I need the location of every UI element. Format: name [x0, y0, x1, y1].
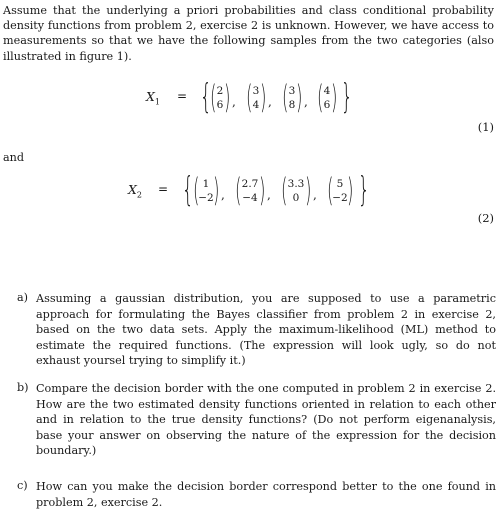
left-paren: ( [193, 171, 200, 209]
vector-2 [246, 78, 266, 116]
right-paren: ) [259, 78, 266, 116]
right-paren: ) [304, 171, 311, 209]
left-paren: ( [317, 78, 324, 116]
equation-number: (1) [477, 120, 494, 134]
vector-top: 3 [288, 85, 296, 97]
set-subscript: 2 [136, 190, 142, 200]
right-paren: ) [212, 171, 219, 209]
right-paren: ) [295, 78, 302, 116]
item-label: b) [17, 381, 29, 394]
right-brace: } [340, 77, 353, 117]
vector-top: 4 [323, 85, 331, 97]
equals-sign: = [158, 182, 169, 196]
item-label: a) [17, 291, 29, 304]
and-connector: and [3, 151, 25, 164]
comma: , [268, 95, 272, 109]
vector-1 [193, 171, 219, 209]
left-paren: ( [210, 78, 217, 116]
set-x1-symbol [146, 89, 160, 107]
vector-1 [210, 78, 230, 116]
set-x2-symbol [128, 182, 142, 200]
left-paren: ( [281, 171, 288, 209]
vector-top: 2 [216, 85, 224, 97]
equation-number: (2) [477, 211, 494, 225]
vector-bottom: 0 [292, 192, 300, 204]
equals-sign: = [177, 89, 188, 103]
vector-bottom: 6 [323, 99, 331, 111]
left-brace: { [199, 77, 212, 117]
vector-top: 1 [202, 178, 210, 190]
vector-top: 5 [336, 178, 344, 190]
comma: , [267, 188, 271, 202]
right-paren: ) [223, 78, 230, 116]
vector-2 [235, 171, 265, 209]
right-brace: } [357, 170, 370, 210]
left-paren: ( [282, 78, 289, 116]
comma: , [313, 188, 317, 202]
right-paren: ) [330, 78, 337, 116]
equation-1 [0, 77, 500, 134]
vector-bottom: 6 [216, 99, 224, 111]
vector-top: 3 [252, 85, 260, 97]
vector-3 [281, 171, 311, 209]
vector-bottom: −2 [198, 192, 214, 204]
set-symbol-letter: X [146, 89, 155, 104]
vector-top: 3.3 [287, 178, 305, 190]
item-text: How can you make the decision border correspond better to the one found in problem 2, exercise 2. [36, 480, 496, 509]
set-symbol-letter: X [128, 182, 137, 197]
vector-bottom: −2 [332, 192, 348, 204]
vector-bottom: 8 [288, 99, 296, 111]
left-paren: ( [235, 171, 242, 209]
comma: , [304, 95, 308, 109]
right-paren: ) [346, 171, 353, 209]
vector-3 [282, 78, 302, 116]
item-text: Assuming a gaussian distribution, you are supposed to use a parametric approach for formulating the Bayes classifier from problem 2 in exercise 2, based on the two data sets. Apply the maximum-likelihood (ML) method to estimate the required functions. (The expression will look ugly, so do not exhaust yoursel trying to simplify it.) [36, 292, 496, 368]
intro-paragraph: Assume that the underlying a priori probabilities and class conditional probability density functions from problem 2, exercise 2 is unknown. However, we have access to measurements so that we have the following samples from the two categories (also illustrated in figure 1). [3, 4, 494, 63]
left-paren: ( [246, 78, 253, 116]
vector-4 [327, 171, 353, 209]
vector-bottom: 4 [252, 99, 260, 111]
vector-4 [317, 78, 337, 116]
left-paren: ( [327, 171, 334, 209]
comma: , [232, 95, 236, 109]
vector-top: 2.7 [241, 178, 259, 190]
item-label: c) [17, 479, 28, 492]
equation-2 [0, 170, 500, 225]
set-subscript: 1 [154, 97, 160, 107]
comma: , [221, 188, 225, 202]
vector-bottom: −4 [242, 192, 258, 204]
right-paren: ) [258, 171, 265, 209]
item-text: Compare the decision border with the one computed in problem 2 in exercise 2. How are the two estimated density functions oriented in relation to each other and in relation to the true density functions? (Do not perform eigenanalysis, base your answer on observing the nature of the expression for the decision boundary.) [36, 382, 496, 458]
left-brace: { [181, 170, 194, 210]
